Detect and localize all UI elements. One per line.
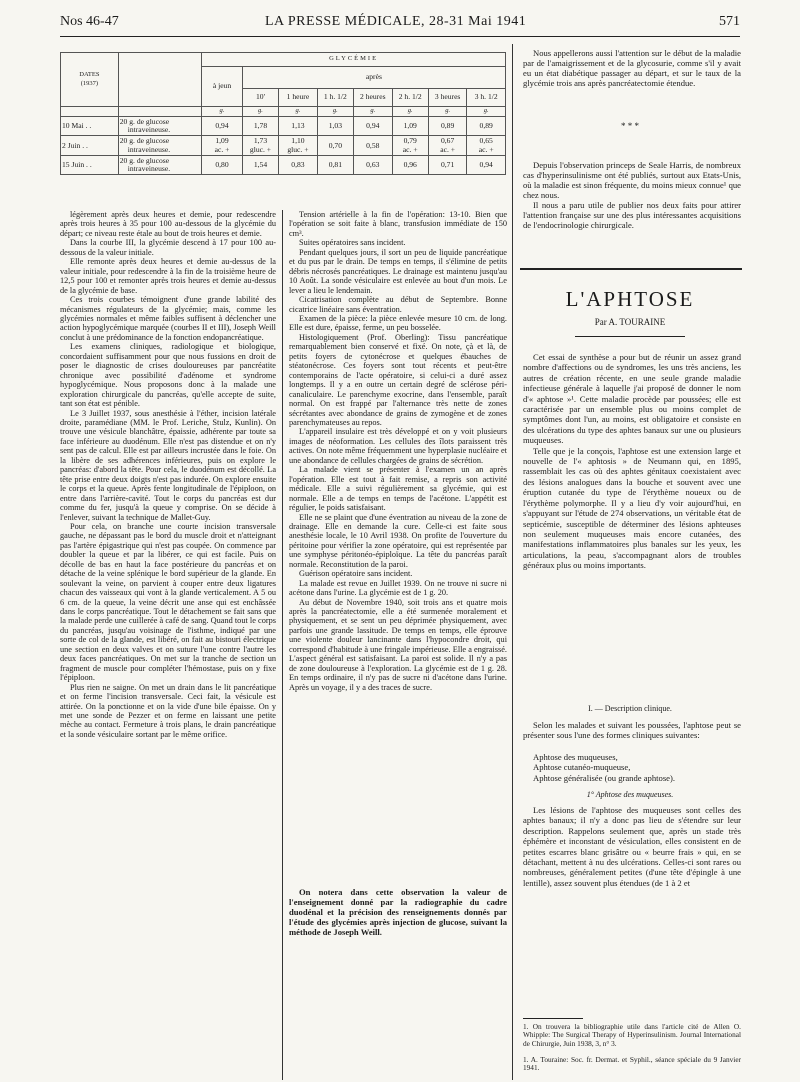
unit-cell: g. [467,107,506,117]
value-cell: 1,09 ac. + [202,136,243,155]
paragraph: Les lésions de l'aphtose des muqueuses sont celles des aphtes banaux; il n'y a donc pas lieu de s'étendre sur leur description. Rappelons seulement que, après un stade très éphémère et inconstant de vésiculation, elles consistent en de petites escarres blanc grisâtre ou « beurre frais » qui, en se détachant, mettent à nu des ulcérations. Celles-ci sont rares ou nombreuses, généralement petites (d'une tête d'épingle à une lentille), assez souvent plus étendues (de 1 à 2 et [523,805,741,888]
value-cell: 0,94 [467,155,506,174]
unit-row [61,107,506,117]
paragraph: La malade vient se présenter à l'examen un an après l'opération. Elle est tout à fait remise, a repris son activité médicale. Elle a suivi régulièrement sa glycémie, qui est normale. Elle a de temps en temps de l'acétone. L'appétit est régulier, le poids satisfaisant. [289,465,507,513]
clinical-paragraph [523,720,741,741]
page-number: 571 [719,14,740,29]
paragraph: Histologiquement (Prof. Oberling): Tissu pancréatique remarquablement bien conservé et fixé. On note, çà et là, de petits foyers de cytonécrose et quelques ébauches de stéatonécrose. Ces foyers sont tout récents et peut-être contemporains de l'acte opératoire, si celui-ci a duré assez longtemps. Il y a en outre un certain degré de sclérose péri-canaliculaire. Le parenchyme exocrine, dans l'ensemble, paraît normal. On est frappé par l'alternance très nette de zones sécrétantes avec abondance de grains de zymogène et de zones parenchymateuses au repos. [289,332,507,427]
column-3-mid [523,160,741,230]
unit-cell: g. [242,107,278,117]
column-rule-2 [512,44,513,1080]
value-cell: 0,96 [392,155,428,174]
date-cell: 10 Mai . . [61,117,119,136]
fasting-header: à jeun [202,67,243,107]
value-cell: 1,09 [392,117,428,136]
column-rule-1 [282,210,283,1080]
value-cell: 0,81 [317,155,353,174]
date-cell: 2 Juin . . [61,136,119,155]
paragraph: Au début de Novembre 1940, soit trois ans et quatre mois après la pancréatectomie, elle a été surmenée moralement et physiquement, et se sent un peu déprimée physiquement, avec parfois une grande lassitude. De temps en temps, elle éprouve une violente douleur lancinante dans l'hypocondre droit, qui correspond d'habitude à une fringale impérieuse. Elle a engraissé. L'aspect général est satisfaisant. La paroi est solide. Il n'y a pas de zone douloureuse à l'exploration. La glycémie est de 1 g. 28. En temps ordinaire, il n'y pas de sucre ni d'acétone dans l'urine. Après un voyage, il y a des traces de sucre. [289,597,507,692]
mucous-paragraph [523,805,741,888]
paragraph: Cet essai de synthèse a pour but de réunir un assez grand nombre d'affections ou de syndromes, les uns très anciens, les autres de création récente, en une seule grande maladie infectieuse générale à laquelle j'ai proposé de donner le nom d'« aphtose »¹. Cette maladie procède par poussées; elle est caractérisée par un ensemble plus ou moins complet de symptômes dont l'un, au moins, est obligatoire et consiste en des ulcérations du type des aphtes banaux sur une ou plusieurs muqueuses. [523,352,741,446]
value-cell: 1,54 [242,155,278,174]
value-cell: 1,78 [242,117,278,136]
dates-header: DATES (1937) [61,53,119,107]
section-stars: * * * [621,121,639,131]
paragraph: Depuis l'observation princeps de Seale Harris, de nombreux cas d'hyperinsulinisme ont été publiés, surtout aux Etats-Unis, où la maladie est sinon fréquente, du moins mieux connue¹ que chez nous. [523,160,741,200]
paragraph: Il nous a paru utile de publier nos deux faits pour attirer l'attention française sur une des plus intéressantes acquisitions de l'endocrinologie chirurgicale. [523,200,741,230]
value-cell: 0,65 ac. + [467,136,506,155]
date-cell: 15 Juin . . [61,155,119,174]
journal-title: LA PRESSE MÉDICALE, 28-31 Mai 1941 [265,14,527,29]
value-cell: 0,80 [202,155,243,174]
unit-cell: g. [317,107,353,117]
time-header: 1 heure [279,89,318,107]
value-cell: 0,94 [354,117,393,136]
column-3-top [523,48,741,88]
dose-cell: 20 g. de glucose intraveineuse. [118,136,201,155]
paragraph: Cicatrisation complète au début de Septembre. Bonne cicatrice linéaire sans éventration. [289,295,507,314]
table-row [61,136,506,155]
paragraph: Suites opératoires sans incident. [299,238,406,248]
paragraph: Ces trois courbes témoignent d'une grande labilité des mécanismes régulateurs de la glycémie; mais, comme les glycémies normales et même faibles suffisent à déclencher une action hypoglycémique marquée (courbes II et III), Joseph Weill conclut à une prédominance de la fonction endopancréatique. [60,295,276,342]
value-cell: 0,67 ac. + [428,136,467,155]
value-cell: 0,89 [428,117,467,136]
column-2 [289,210,507,692]
paragraph: Pendant quelques jours, il sort un peu de liquide pancréatique et du pus par le drain. De temps en temps, il s'élimine de petits débris nécrosés pancréatiques. Le drainage est maintenu jusqu'au 10 Août. La sonde vésiculaire est enlevée au bout d'un mois. Le lever a lieu le lendemain. [289,247,507,295]
running-header [60,14,740,32]
time-header: 10' [242,89,278,107]
header-rule [60,36,740,37]
paragraph: légèrement après deux heures et demie, pour redescendre après trois heures à 35 pour 100 au-dessous de la glycémie du départ; ce niveau reste étale au bout de trois heures et demie. [60,210,276,238]
value-cell: 0,89 [467,117,506,136]
time-header: 3 heures [428,89,467,107]
paragraph: Plus rien ne saigne. On met un drain dans le lit pancréatique et on ferme l'incision transversale. Ceci fait, la vésicule est attirée. On la ponctionne et on la vide d'une bile épaisse. On y met une sonde de Pezzer et on ferme en laissant une petite mèche au contact. Fermeture à trois plans, le drain pancréatique et la sonde vésiculaire sortant par le même orifice. [60,682,276,739]
paragraph: Elle remonte après deux heures et demie au-dessus de la valeur initiale, pour redescendre à la fin de la troisième heure de 12,5 pour 100 et remonter après trois heures et demie au-dessus de la glycémie de base. [60,257,276,295]
paragraph: Tension artérielle à la fin de l'opération: 13-10. Bien que l'opération se soit faite à blanc, transfusion immédiate de 150 cm³. [289,210,507,238]
dose-header [118,53,201,107]
paragraph: Guérison opératoire sans incident. [299,569,413,579]
unit-cell: g. [428,107,467,117]
unit-cell: g. [354,107,393,117]
value-cell: 1,10 gluc. + [279,136,318,155]
paragraph: L'appareil insulaire est très développé et on y voit plusieurs images de néoformation. Les cellules des îlots paraissent très actives. On note même fréquemment une hyperplasie nucléaire et une abondance de cellules chargées de grains de sécrétion. [289,427,507,465]
paragraph: Elle ne se plaint que d'une éventration au niveau de la zone de drainage. Elle en demande la cure. Celle-ci est faite sous anesthésie locale, le 10 Avril 1938. On profite de l'ouverture du péritoine pour vérifier la zone opératoire, qui est représentée par une symphyse péritonéo-épiploïque. La tête du pancréas paraît normale. Reconstitution de la paroi. [289,512,507,569]
footnote-2: 1. A. Touraine: Soc. fr. Dermat. et Syphil., séance spéciale du 9 Janvier 1941. [523,1055,741,1073]
value-cell: 0,71 [428,155,467,174]
time-header: 2 heures [354,89,393,107]
issue-number: Nos 46-47 [60,14,119,29]
paragraph: Selon les malades et suivant les poussées, l'aphtose peut se présenter sous l'une des formes cliniques suivantes: [523,720,741,741]
value-cell: 0,94 [202,117,243,136]
time-header: 1 h. 1/2 [317,89,353,107]
time-header: 3 h. 1/2 [467,89,506,107]
article-rule [520,268,742,270]
footnote-rule [523,1018,583,1019]
paragraph: Dans la courbe III, la glycémie descend à 17 pour 100 au-dessous de la valeur initiale. [60,238,276,257]
section-heading-clinical: I. — Description clinique. [588,704,672,713]
conclusion-paragraph: On notera dans cette observation la valeur de l'enseignement donné par la radiographie du cadre duodénal et la précision des renseignements donnés par l'étude des glycémies après injection de glucose, suivant la méthode de Joseph Weill. [289,887,507,937]
value-cell: 0,58 [354,136,393,155]
unit-cell: g. [392,107,428,117]
paragraph: Pour cela, on branche une courte incision transversale gauche, ne dépassant pas le bord du muscle droit et n'atteignant pas l'artère épigastrique qui n'est pas coupée. On commence par doubler la queue et par la libérer, ce qui est facile. Puis on décolle de bas en haut la face postérieure du pancréas et on détache de la veine splénique le bord supérieur de la glande. En soulevant la veine, on parvient à couper entre deux ligatures chacun des vaisseaux qui vont à la glande verticalement. A 5 ou 6 cm. de la queue, la veine décrit une anse qui est enchâssée dans le corps pancréatique. Tout le détachement se fait sans que la malade perde une cuillerée à café de sang. Quand tout le corps du pancréas, jusqu'au voisinage de l'isthme, indiqué par une sorte de col de la glande, est libéré, on fait au bistouri électrique une section en deux valves et on suture l'une contre l'autre les deux faces pancréatiques. On met sur la tranche de section un fragment de muscle pour compléter l'hémostase, puis on y fixe l'épiploon. [60,521,276,683]
value-cell: 1,03 [317,117,353,136]
form-item: Aphtose des muqueuses, [533,752,618,762]
paragraph: Nous appellerons aussi l'attention sur le début de la maladie par de l'amaigrissement et de la glycosurie, comme s'il y avait eu un état diabétique passager au départ, et sur le taux de la glycémie trois ans après pancréatectomie étendue. [523,48,741,88]
value-cell: 0,70 [317,136,353,155]
forms-list [523,752,741,783]
paragraph: La malade est revue en Juillet 1939. On ne trouve ni sucre ni acétone dans l'urine. La glycémie est de 1 g. 20. [289,578,507,598]
column-1 [60,210,276,739]
paragraph: Les examens cliniques, radiologique et biologique, concordaient suffisamment pour que nous fussions en droit de poser le diagnostic de crises douloureuses par pancréatite chronique avec possibilité d'adénome et syndrome hypoglycémique. Nous proposons donc à la malade une exploration chirurgicale du pancréas, qu'elle accepte de suite, tant son état est pénible. [60,342,276,409]
dose-cell: 20 g. de glucose intraveineuse. [118,155,201,174]
paragraph: Telle que je la conçois, l'aphtose est une extension large et nouvelle de l'« aphtosis » de Neumann qui, en 1895, rassemblait les cas où des aphtes génitaux coexistaient avec des lésions analogues dans la bouche et souvent avec une éruption cutanée du type de l'érythème noueux ou de l'érythème polymorphe. Il y a lieu d'y voir aujourd'hui, en s'appuyant sur l'étude de 274 observations, un véritable état de septicémie, susceptible de déterminer des lésions aphteuses non seulement muqueuses mais encore cutanées, des manifestations inflammatoires plus banales sur les yeux, les articulations, la peau, s'accompagnant alors de troubles généraux plus ou moins importants. [523,445,741,571]
after-header: après [242,67,505,89]
time-header: 2 h. 1/2 [392,89,428,107]
value-cell: 0,79 ac. + [392,136,428,155]
subsection-heading: 1° Aphtose des muqueuses. [586,790,674,799]
article-intro [523,352,741,571]
form-item: Aphtose généralisée (ou grande aphtose). [533,772,675,783]
paragraph: Le 3 Juillet 1937, sous anesthésie à l'éther, incision latérale droite, paramédiane (MM. le Prof. Leriche, Stulz, Kunlin). On trouve une vésicule blanchâtre, épaissie, adhérente par toute sa face inférieure au duodénum. Elle n'est pas distendue et on n'y sent pas de calcul. Elle est par ailleurs incrustée dans le foie. On la libère de ses adhérences inférieures, puis on explore le pancréas: d'abord la tête. Pour cela, le duodénum est décollé. La tête prise entre deux doigts n'est pas indurée. On explore ensuite le corps et la queue. Après fente longitudinale de l'épiploon, on entre dans l'arrière-cavité. Tout le corps du pancréas est dur comme du fer, jusqu'à la queue y comprise. On se décide à l'enlever, suivant la technique de Mallet-Guy. [60,408,276,522]
form-item: Aphtose cutanéo-muqueuse, [533,762,631,773]
author-rule [575,336,685,337]
unit-cell: g. [202,107,243,117]
table-row [61,155,506,174]
paragraph: Examen de la pièce: la pièce enlevée mesure 10 cm. de long. Elle est dure, épaisse, ferme, un peu bosselée. [289,313,507,333]
glycemia-table [60,52,506,175]
article-author: Par A. TOURAINE [594,317,666,327]
footnote-1: 1. On trouvera la bibliographie utile dans l'article cité de Allen O. Whipple: The Surgical Therapy of Hyperinsulinism. Journal International de Chirurgie, Juin 1938, 3, n° 3. [523,1022,741,1048]
value-cell: 0,83 [279,155,318,174]
value-cell: 0,63 [354,155,393,174]
value-cell: 1,73 gluc. + [242,136,278,155]
glycemia-header: GLYCÉMIE [202,53,506,67]
table-row [61,117,506,136]
dose-cell: 20 g. de glucose intraveineuse. [118,117,201,136]
unit-cell: g. [279,107,318,117]
value-cell: 1,13 [279,117,318,136]
article-title: L'APHTOSE [565,287,695,311]
